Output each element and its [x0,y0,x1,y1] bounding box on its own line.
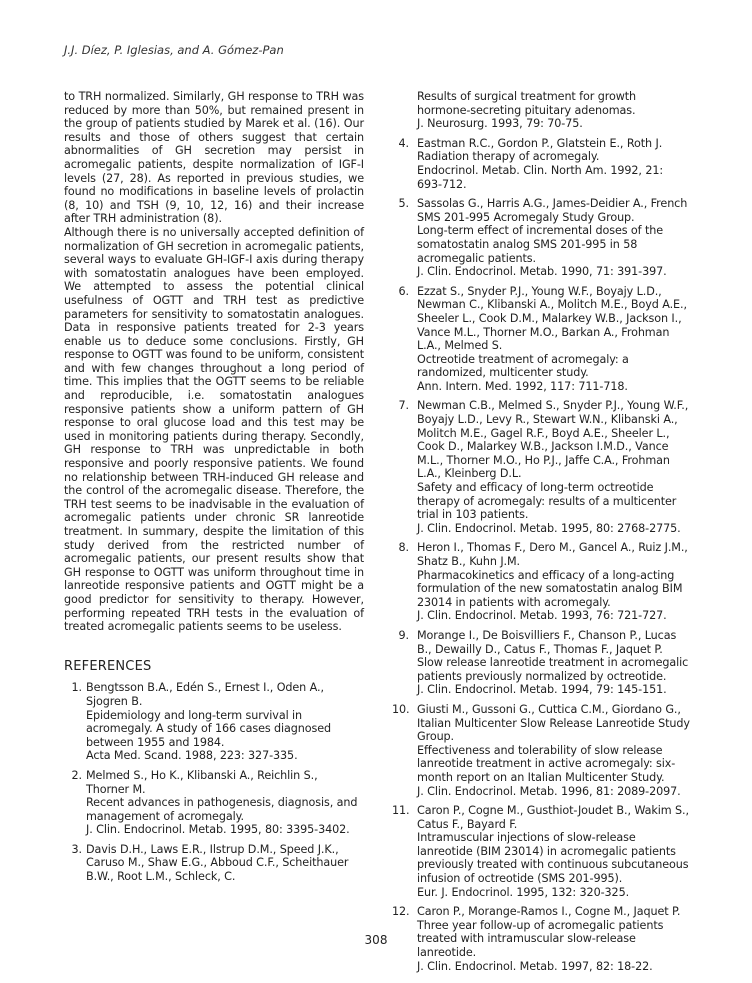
discussion-text [64,90,364,634]
references-heading: REFERENCES [64,658,152,674]
reference-line: Morange I., De Boisvilliers F., Chanson P., Lucas B., Dewailly D., Catus F., Thomas F., Jaquet P. [417,628,677,656]
reference-number: 4. [398,136,409,150]
reference-line: Sassolas G., Harris A.G., James-Deidier A., French SMS 201-995 Acromegaly Study Group. [417,197,688,224]
reference-number: 12. [392,905,410,919]
right-column [392,90,690,979]
reference-line: Acta Med. Scand. 1988, 223: 327-335. [86,749,298,763]
body-paragraph: Although there is no universally accepted definition of normalization of GH secretion in acromegalic patients, several ways to evaluate GH-IGF-I axis during therapy with somatostatin analogues have been employed. We attempted to assess the potential clinical usefulness of OGTT and TRH test as predictive parameters for sensitivity to somatostatin analogues. Data in responsive patients treated for 2-3 years enable us to deduce some conclusions. Firstly, GH response to OGTT was found to be uniform, consistent and with few changes throughout a long period of time. This implies that the OGTT seems to be reliable and reproducible, i.e. somatostatin analogues responsive patients show a uniform pattern of GH response to oral glucose load and this test may be used in monitoring patients during therapy. Secondly, GH response to TRH was unpredictable in both responsive and poorly responsive patients. We found no relationship between TRH-induced GH release and the control of the acromegalic disease. Therefore, the TRH test seems to be inadvisable in the evaluation of acromegalic patients under chronic SR lanreotide treatment. In summary, despite the limitation of this study derived from the restricted number of acromegalic patients, our present results show that GH response to OGTT was uniform throughout time in lanreotide responsive patients and OGTT might be a good predictor for sensitivity to therapy. However, performing repeated TRH tests in the evaluation of treated acromegalic patients seems to be useless. [64,225,364,634]
reference-line: Results of surgical treatment for growth hormone-secreting pituitary adenomas. [417,90,637,117]
reference-line: Pharmacokinetics and efficacy of a long-acting formulation of the new somatostatin analog BIM 23014 in patients with acromegaly. [417,568,683,609]
reference-line: Caron P., Cogne M., Gusthiot-Joudet B., Wakim S., Catus F., Bayard F. [417,804,689,831]
reference-line: J. Clin. Endocrinol. Metab. 1990, 71: 391-397. [417,265,667,279]
reference-number: 10. [392,702,410,716]
reference-number: 5. [398,197,409,211]
reference-line: Octreotide treatment of acromegaly: a randomized, multicenter study. [417,352,629,380]
reference-line: Safety and efficacy of long-term octreotide therapy of acromegaly: results of a multicenter trial in 103 patients. [417,481,677,522]
reference-number: 8. [398,541,409,555]
reference-line: Recent advances in pathogenesis, diagnosis, and management of acromegaly. [86,796,358,823]
reference-item [392,197,690,279]
reference-line: J. Clin. Endocrinol. Metab. 1995, 80: 2768-2775. [417,521,681,535]
reference-line: Three year follow-up of acromegalic patients treated with intramuscular slow-release lanreotide. [417,918,664,960]
left-column [64,90,364,890]
reference-item [392,703,690,798]
reference-line: J. Clin. Endocrinol. Metab. 1996, 81: 2089-2097. [417,784,681,798]
body-paragraph: to TRH normalized. Similarly, GH response to TRH was reduced by more than 50%, but remained present in the group of patients studied by Marek et al. (16). Our results and those of others suggest that certain abnormalities of GH secretion may persist in acromegalic patients, despite normalization of IGF-I levels (27, 28). As reported in previous studies, we found no modifications in baseline levels of prolactin (8, 10) and TSH (9, 10, 12, 16) and their increase after TRH administration (8). [64,90,364,226]
reference-line: Slow release lanreotide treatment in acromegalic patients previously normalized by octreotide. [417,656,689,683]
reference-line: Ezzat S., Snyder P.J., Young W.F., Boyajy L.D., Newman C., Klibanski A., Molitch M.E., Boyd A.E., Sheeler L., Cook D.M., Malarkey W.B., Jackson I., Vance M.L., Thorner M.O., Barkan A., Frohman L.A., Melmed S. [417,284,687,353]
reference-number: 7. [398,399,409,413]
reference-number: 9. [398,628,409,642]
reference-line: Eastman R.C., Gordon P., Glatstein E., Roth J. [417,136,663,150]
reference-number: 1. [71,681,82,695]
reference-line: Eur. J. Endocrinol. 1995, 132: 320-325. [417,885,630,899]
reference-line: Epidemiology and long-term survival in acromegaly. A study of 166 cases diagnosed between 1955 and 1984. [86,708,332,749]
reference-number: 2. [71,768,82,782]
reference-item [392,804,690,899]
reference-line: J. Clin. Endocrinol. Metab. 1993, 76: 721-727. [417,609,667,623]
reference-item [392,541,690,623]
reference-item [392,399,690,535]
reference-line: Long-term effect of incremental doses of the somatostatin analog SMS 201-995 in 58 acromegalic patients. [417,224,664,265]
reference-line: Newman C.B., Melmed S., Snyder P.J., Young W.F., Boyajy L.D., Levy R., Stewart W.N., Klibanski A., Molitch M.E., Gagel R.F., Boyd A.E., Sheeler L., Cook D., Malarkey W.B., Jackson I.M.D., Vance M.L., Thorner M.O., Ho P.J., Jaffe C.A., Frohman L.A., Kleinberg D.L. [417,399,689,481]
reference-item [392,90,690,131]
reference-number: 11. [392,804,410,818]
reference-line: Caron P., Morange-Ramos I., Cogne M., Jaquet P. [417,905,681,919]
reference-line: J. Clin. Endocrinol. Metab. 1997, 82: 18-22. [417,959,653,973]
running-header: J.J. Díez, P. Iglesias, and A. Gómez-Pan [64,43,284,57]
reference-line: Ann. Intern. Med. 1992, 117: 711-718. [417,379,628,393]
page-number: 308 [364,933,388,947]
reference-item [64,843,364,884]
reference-item [64,769,364,837]
reference-number: 3. [71,842,82,856]
reference-line: J. Clin. Endocrinol. Metab. 1994, 79: 145-151. [417,683,667,697]
reference-list-right [392,90,690,973]
reference-line: Effectiveness and tolerability of slow release lanreotide treatment in active acromegaly: six-month report on an Italian Multicenter Study. [417,743,676,784]
reference-line: Radiation therapy of acromegaly. [417,150,600,164]
reference-line: Endocrinol. Metab. Clin. North Am. 1992, 21: 693-712. [417,163,664,191]
reference-item [392,285,690,394]
reference-line: Davis D.H., Laws E.R., Ilstrup D.M., Speed J.K., Caruso M., Shaw E.G., Abboud C.F., Scheithauer B.W., Root L.M., Schleck, C. [86,842,349,884]
reference-line: Intramuscular injections of slow-release lanreotide (BIM 23014) in acromegalic patients previously treated with continuous subcutaneous infusion of octreotide (SMS 201-995). [417,831,689,886]
reference-line: J. Clin. Endocrinol. Metab. 1995, 80: 3395-3402. [86,823,350,837]
reference-number: 6. [398,284,409,298]
reference-line: Bengtsson B.A., Edén S., Ernest I., Oden A., Sjogren B. [86,681,324,708]
reference-list-left [64,681,364,883]
reference-item [392,137,690,191]
reference-item [392,629,690,697]
reference-item [64,681,364,763]
reference-line: J. Neurosurg. 1993, 79: 70-75. [417,117,583,131]
reference-line: Heron I., Thomas F., Dero M., Gancel A., Ruiz J.M., Shatz B., Kuhn J.M. [417,541,688,568]
reference-line: Giusti M., Gussoni G., Cuttica C.M., Giordano G., Italian Multicenter Slow Release Lanreotide Study Group. [417,702,690,744]
reference-line: Melmed S., Ho K., Klibanski A., Reichlin S., Thorner M. [86,768,318,796]
